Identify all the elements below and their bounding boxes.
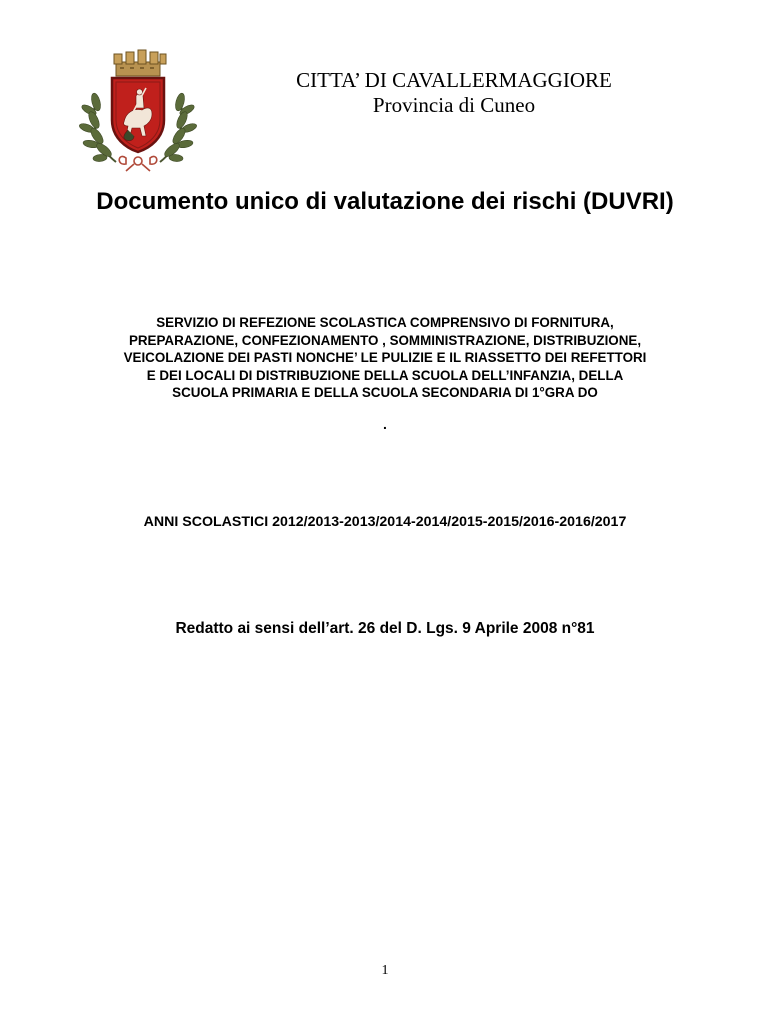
page-number: 1: [381, 963, 389, 978]
document-title: Documento unico di valutazione dei rischi (DUVRI): [96, 188, 674, 215]
coat-of-arms-logo: [76, 44, 200, 172]
laurel-right: [160, 92, 198, 162]
mural-crown: [114, 50, 166, 76]
service-line: PREPARAZIONE, CONFEZIONAMENTO , SOMMINISTRAZIONE, DISTRIBUZIONE,: [128, 332, 642, 348]
service-line: SCUOLA PRIMARIA E DELLA SCUOLA SECONDARIA DI 1°GRA DO: [172, 385, 598, 401]
city-name: CITTA’ DI CAVALLERMAGGIORE: [296, 68, 612, 92]
service-line: SERVIZIO DI REFEZIONE SCOLASTICA COMPRENSIVO DI FORNITURA,: [156, 315, 614, 330]
province-name: Provincia di Cuneo: [372, 93, 536, 117]
service-line: VEICOLAZIONE DEI PASTI NONCHE’ LE PULIZIE E IL RIASSETTO DEI REFETTORI: [123, 350, 647, 366]
school-years: ANNI SCOLASTICI 2012/2013-2013/2014-2014/2015-2015/2016-2016/2017: [143, 514, 627, 530]
municipality-header: [210, 68, 698, 118]
legal-reference: Redatto ai sensi dell’art. 26 del D. Lgs. 9 Aprile 2008 n°81: [175, 620, 595, 637]
service-line: E DEI LOCALI DI DISTRIBUZIONE DELLA SCUOLA DELL’INFANZIA, DELLA: [146, 367, 624, 383]
coat-of-arms-icon: [76, 44, 200, 172]
service-description: [40, 314, 730, 402]
laurel-left: [78, 92, 116, 162]
shield: [112, 78, 164, 152]
ribbon-bow: [119, 156, 157, 171]
separator-dot: .: [383, 416, 387, 432]
